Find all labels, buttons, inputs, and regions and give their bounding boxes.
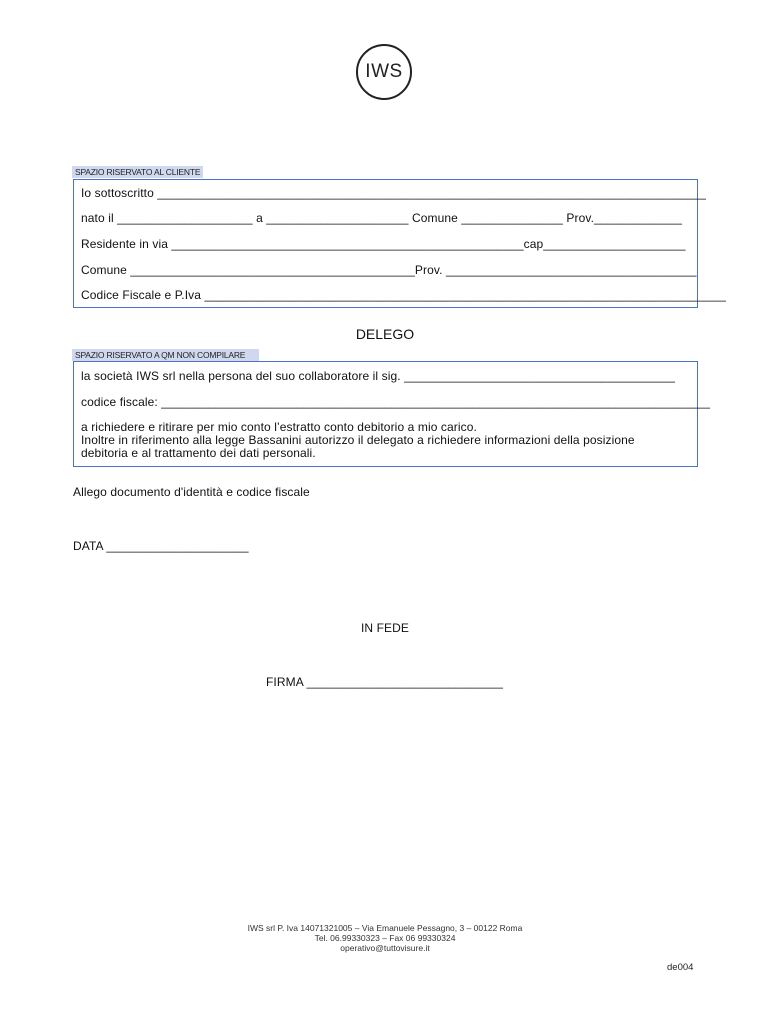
footer-phone: Tel. 06.99330323 – Fax 06 99330324: [314, 933, 456, 943]
delega-text-1: a richiedere e ritirare per mio conto l’estratto conto debitorio a mio carico.: [81, 420, 477, 434]
firma-field[interactable]: FIRMA _____________________________: [266, 675, 504, 689]
field-codice-fiscale-delegato: codice fiscale: _________________________________________________________________________________: [81, 395, 710, 409]
logo-text: IWS: [365, 61, 403, 82]
document-code: de004: [667, 962, 694, 973]
field-residenza[interactable]: Residente in via ____________________________________________________cap_____________________: [81, 237, 686, 251]
field-codice-fiscale[interactable]: Codice Fiscale e P.Iva _____________________________________________________________________________: [81, 288, 727, 302]
allego-text: Allego documento d'identità e codice fiscale: [73, 485, 310, 499]
data-field[interactable]: DATA _____________________: [73, 539, 249, 553]
delego-heading: DELEGO: [355, 326, 415, 342]
footer-address: IWS srl P. Iva 14071321005 – Via Emanuele Pessagno, 3 – 00122 Roma: [247, 923, 523, 933]
in-fede-text: IN FEDE: [360, 621, 410, 635]
field-sottoscritto[interactable]: Io sottoscritto _________________________________________________________________________________: [81, 186, 706, 200]
qm-section-label: SPAZIO RISERVATO A QM NON COMPILARE: [72, 349, 259, 361]
field-comune[interactable]: Comune __________________________________________Prov. _____________________________________: [81, 263, 697, 277]
iws-logo: [356, 44, 412, 100]
footer-email: operativo@tuttovisure.it: [340, 943, 430, 953]
qm-section-box: [73, 361, 710, 467]
delega-text-2: Inoltre in riferimento alla legge Bassanini autorizzo il delegato a richiedere informazioni della posizione: [81, 433, 635, 447]
field-nascita[interactable]: nato il ____________________ a _____________________ Comune _______________ Prov._____________: [81, 211, 683, 225]
field-collaboratore: la società IWS srl nella persona del suo collaboratore il sig. ________________________________________: [81, 369, 676, 383]
client-section-label: SPAZIO RISERVATO AL CLIENTE: [72, 166, 203, 178]
client-section-box: [73, 179, 727, 308]
delega-text-3: debitoria e al trattamento dei dati personali.: [81, 446, 316, 460]
